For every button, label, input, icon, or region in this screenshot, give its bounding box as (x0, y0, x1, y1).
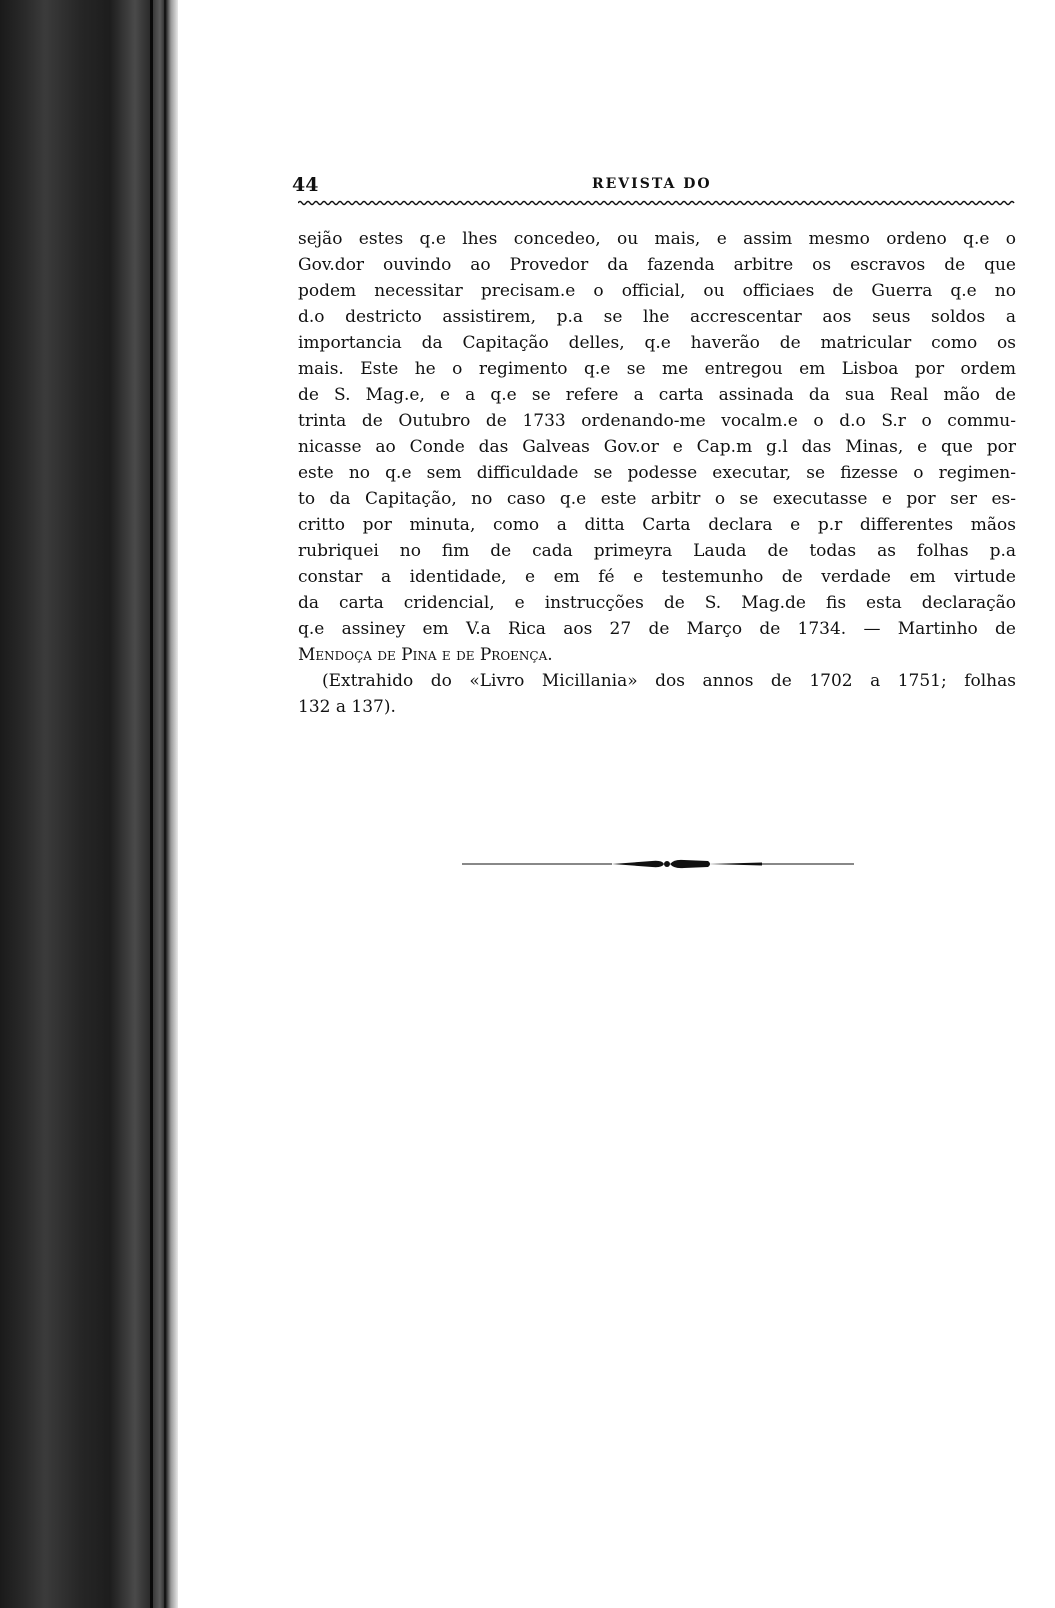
running-title: REVISTA DO (592, 176, 712, 192)
text-line: to da Capitação, no caso q.e este arbitr o se executasse e por ser es- (298, 489, 1016, 509)
text-line: constar a identidade, e em fé e testemunho de verdade em virtude (298, 567, 1016, 587)
text-line: rubriquei no fim de cada primeyra Lauda de todas as folhas p.a (298, 541, 1016, 561)
text-line: de S. Mag.e, e a q.e se refere a carta assinada da sua Real mão de (298, 385, 1016, 405)
text-line: podem necessitar precisam.e o official, ou officiaes de Guerra q.e no (298, 281, 1016, 301)
text-line: critto por minuta, como a ditta Carta declara e p.r differentes mãos (298, 515, 1016, 535)
binding-crease (164, 0, 166, 1608)
text-line: nicasse ao Conde das Galveas Gov.or e Cap.m g.l das Minas, e que por (298, 437, 1016, 457)
document-body (298, 226, 1016, 720)
text-line: d.o destricto assistirem, p.a se lhe accrescentar aos seus soldos a (298, 307, 1016, 327)
text-line: Gov.dor ouvindo ao Provedor da fazenda arbitre os escravos de que (298, 255, 1016, 275)
text-line: importancia da Capitação delles, q.e haverão de matricular como os (298, 333, 1016, 353)
section-end-ornament (462, 852, 854, 876)
page-number: 44 (292, 174, 319, 196)
text-line: da carta cridencial, e instrucções de S. Mag.de fis esta declaração (298, 593, 1016, 613)
header-wavy-rule (298, 200, 1016, 206)
book-binding-edge (0, 0, 178, 1608)
text-line: q.e assiney em V.a Rica aos 27 de Março de 1734. — Martinho de (298, 619, 1016, 639)
text-line: este no q.e sem difficuldade se podesse executar, se fizesse o regimen- (298, 463, 1016, 483)
text-line: sejão estes q.e lhes concedeo, ou mais, e assim mesmo ordeno q.e o (298, 229, 1016, 249)
text-line: trinta de Outubro de 1733 ordenando-me vocalm.e o d.o S.r o commu- (298, 411, 1016, 431)
text-line: mais. Este he o regimento q.e se me entregou em Lisboa por ordem (298, 359, 1016, 379)
source-note-line: (Extrahido do «Livro Micillania» dos annos de 1702 a 1751; folhas (322, 671, 1016, 691)
page-header (292, 174, 1014, 198)
source-note-line: 132 a 137). (298, 697, 396, 717)
binding-crease (150, 0, 153, 1608)
signature-line: Mendoça de Pina e de Proença. (298, 645, 553, 665)
